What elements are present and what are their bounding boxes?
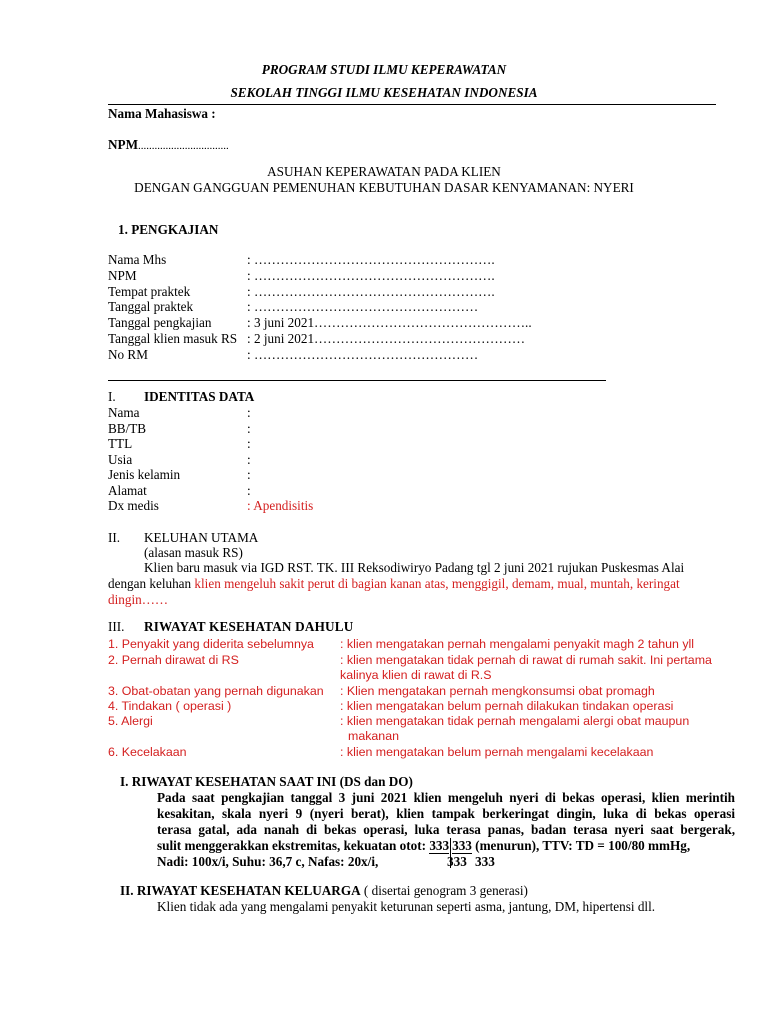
identitas-row-label: Dx medis xyxy=(108,498,159,513)
npm-label: NPM xyxy=(108,137,139,152)
identitas-row-label: Usia xyxy=(108,451,133,467)
section-divider xyxy=(108,380,606,381)
header-divider xyxy=(108,104,716,105)
keluhan-heading: KELUHAN UTAMA xyxy=(144,530,259,545)
riwayat-dahulu-heading: RIWAYAT KESEHATAN DAHULU xyxy=(144,619,354,634)
pengkajian-row-value: : …………………………………………… xyxy=(247,346,479,362)
pengkajian-heading: 1. PENGKAJIAN xyxy=(118,222,219,237)
muscle-strength-lower-right: 333 xyxy=(475,854,495,869)
riwayat-dahulu-item-value: : klien mengatakan belum pernah dilakukan tindakan operasi xyxy=(340,699,674,713)
header-school: SEKOLAH TINGGI ILMU KESEHATAN INDONESIA xyxy=(230,85,538,100)
riwayat-dahulu-item-value: : klien mengatakan tidak pernah di rawat di rumah sakit. Ini pertama xyxy=(340,653,712,667)
keluhan-line3: dingin…… xyxy=(108,592,169,607)
riwayat-dahulu-item-value: : klien mengatakan tidak pernah mengalami alergi obat maupun xyxy=(340,714,690,728)
identitas-row-value: : xyxy=(247,467,251,482)
student-npm xyxy=(108,137,229,154)
riwayat-dahulu-item-label: 6. Kecelakaan xyxy=(108,745,187,759)
doc-title-line1: ASUHAN KEPERAWATAN PADA KLIEN xyxy=(267,164,501,179)
keluhan-line1: Klien baru masuk via IGD RST. TK. III Reksodiwiryo Padang tgl 2 juni 2021 rujukan Puskesmas Alai xyxy=(144,560,685,575)
riwayat-keluarga-body: Klien tidak ada yang mengalami penyakit keturunan seperti asma, jantung, DM, hipertensi dll. xyxy=(157,899,656,914)
pengkajian-row-value: : ………………………………………………. xyxy=(247,267,495,283)
pengkajian-row-label: No RM xyxy=(108,346,148,362)
pengkajian-row-value: : ………………………………………………. xyxy=(247,252,495,267)
riwayat-dahulu-item-value: : klien mengatakan pernah mengalami penyakit magh 2 tahun yll xyxy=(340,637,695,651)
identitas-heading: IDENTITAS DATA xyxy=(144,389,255,404)
riwayat-dahulu-item-label: 1. Penyakit yang diderita sebelumnya xyxy=(108,637,314,651)
saat-ini-p4-text: sulit menggerakkan ekstremitas, kekuatan otot: xyxy=(157,838,430,853)
keluhan-line2-prefix: dengan keluhan xyxy=(108,576,195,591)
saat-ini-p3: terasa gatal, ada nanah di bekas operasi, luka terasa panas, badan terasa nyeri saat bergerak, xyxy=(157,822,735,837)
student-name-label: Nama Mahasiswa : xyxy=(108,106,216,121)
identitas-row-value: : xyxy=(247,420,251,436)
riwayat-dahulu-item-label: 2. Pernah dirawat di RS xyxy=(108,653,239,667)
identitas-row-label: Jenis kelamin xyxy=(108,467,181,482)
pengkajian-row-label: Tanggal praktek xyxy=(108,299,194,315)
pengkajian-row-value: : ………………………………………………. xyxy=(247,283,495,299)
riwayat-dahulu-item-continued: kalinya klien di rawat di R.S xyxy=(340,668,492,682)
identitas-row-label: BB/TB xyxy=(108,420,147,436)
riwayat-dahulu-item-label: 4. Tindakan ( operasi ) xyxy=(108,699,232,713)
header-program: PROGRAM STUDI ILMU KEPERAWATAN xyxy=(261,62,507,77)
muscle-strength-right: 333 xyxy=(452,838,472,853)
identitas-row-label: Nama xyxy=(108,405,140,420)
saat-ini-p1: Pada saat pengkajian tanggal 3 juni 2021 klien mengeluh nyeri di bekas operasi, klien merintih xyxy=(157,790,735,805)
pengkajian-row-label: NPM xyxy=(108,267,137,283)
saat-ini-p4-vitals: (menurun), TTV: TD = 100/80 mmHg, xyxy=(471,838,691,853)
pengkajian-row-value: : …………………………………………… xyxy=(247,299,479,315)
identitas-number: I. xyxy=(108,389,116,404)
riwayat-keluarga-heading xyxy=(120,883,528,899)
riwayat-dahulu-number: III. xyxy=(108,619,125,634)
riwayat-keluarga-heading-bold: II. RIWAYAT KESEHATAN KELUARGA xyxy=(120,883,361,898)
saat-ini-p2: kesakitan, skala nyeri 9 (nyeri berat), klien tampak berkeringat dingin, luka di bekas operasi xyxy=(157,806,735,821)
keluhan-line2 xyxy=(108,576,680,592)
pengkajian-row-value: : 3 juni 2021………………………………………….. xyxy=(247,315,532,331)
keluhan-number: II. xyxy=(108,530,121,545)
riwayat-keluarga-heading-note: ( disertai genogram 3 generasi) xyxy=(360,883,528,898)
muscle-strength-left: 333 xyxy=(429,838,450,853)
riwayat-dahulu-item-continued: makanan xyxy=(348,729,399,743)
riwayat-dahulu-item-label: 3. Obat-obatan yang pernah digunakan xyxy=(108,684,324,698)
riwayat-dahulu-item-value: : klien mengatakan belum pernah mengalami kecelakaan xyxy=(340,745,654,759)
identitas-row-label: Alamat xyxy=(108,482,147,498)
pengkajian-row-value: : 2 juni 2021………………………………………… xyxy=(247,331,526,346)
pengkajian-row-label: Tanggal pengkajian xyxy=(108,315,212,331)
muscle-strength-lower-left: 333 xyxy=(447,854,467,869)
identitas-row-value: : Apendisitis xyxy=(247,498,314,513)
identitas-row-value: : xyxy=(247,451,251,467)
pengkajian-row-label: Nama Mhs xyxy=(108,252,167,267)
riwayat-saat-ini-heading: I. RIWAYAT KESEHATAN SAAT INI (DS dan DO) xyxy=(120,774,413,789)
riwayat-dahulu-item-value: : Klien mengatakan pernah mengkonsumsi obat promagh xyxy=(340,684,655,698)
riwayat-dahulu-item-label: 5. Alergi xyxy=(108,714,153,728)
identitas-row-value: : xyxy=(247,436,251,451)
identitas-row-label: TTL xyxy=(108,436,133,451)
keluhan-complaint: klien mengeluh sakit perut di bagian kanan atas, menggigil, demam, mual, muntah, keringat xyxy=(194,576,680,591)
npm-dots: ................................. xyxy=(138,140,229,152)
pengkajian-row-label: Tempat praktek xyxy=(108,283,191,299)
identitas-row-value: : xyxy=(247,482,251,498)
keluhan-sub: (alasan masuk RS) xyxy=(144,545,243,560)
doc-title-line2: DENGAN GANGGUAN PEMENUHAN KEBUTUHAN DASAR KENYAMANAN: NYERI xyxy=(134,180,634,195)
saat-ini-p5: Nadi: 100x/i, Suhu: 36,7 c, Nafas: 20x/i, xyxy=(157,854,379,869)
pengkajian-row-label: Tanggal klien masuk RS xyxy=(108,331,238,346)
identitas-row-value: : xyxy=(247,405,251,420)
